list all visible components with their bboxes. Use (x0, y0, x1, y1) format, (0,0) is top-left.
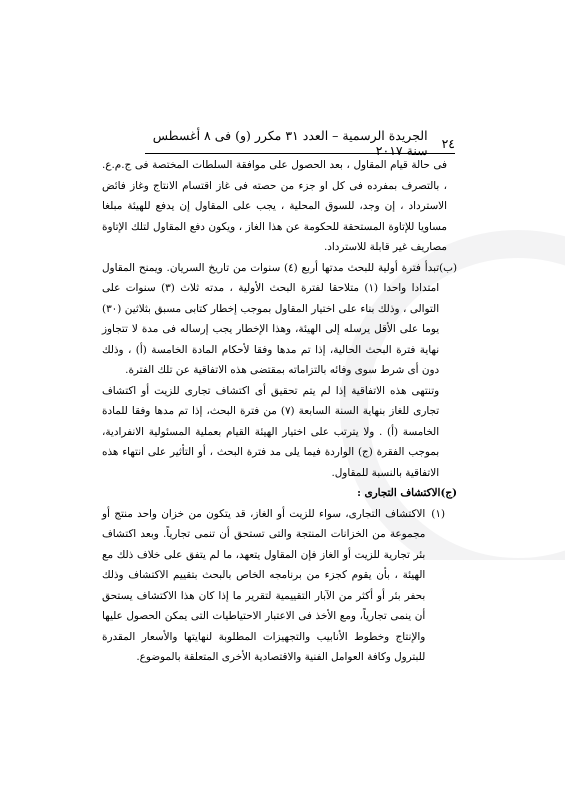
item-c-marker: (ج) (440, 487, 457, 499)
item-c (102, 483, 457, 504)
intro-paragraph: فى حالة قيام المقاول ، بعد الحصول على موافقة السلطات المختصة فى ج.م.ع. ، بالتصرف بمفرده فى كل او جزء من حصته فى غاز اقتسام الانتاج وغاز فائض الاسترداد ، إن وجد، للسوق المحلية ، يجب على المقاول إن يدفع للهيئة مبلغا مساويا للإتاوة المستحقة للحكومة عن هذا الغاز ، ويكون دفع المقاول لتلك الإتاوة مصاريف غير قابلة للاسترداد. (102, 159, 447, 253)
gazette-title: الجريدة الرسمية – العدد ٣١ مكرر (و) فى ٨ أغسطس سنة ٢٠١٧ (152, 128, 428, 158)
item-c-1-paragraph: الاكتشاف التجارى، سواء للزيت أو الغاز، قد يتكون من خزان واحد منتج أو مجموعة من الخزانات المنتجة والتى تستحق أن تنمى تجارياً. وبعد اكتشاف بئر تجارية للزيت أو الغاز فإن المقاول يتعهد، ما لم يتفق على خلاف ذلك مع الهيئة ، بأن يقوم كجزء من برنامجه الخاص بالبحث بتقييم الاكتشاف وذلك بحفر بئر أو أكثر من الآبار التقييمية لتقرير ما إذا كان هذا الاكتشاف يستحق أن ينمى تجارياً، ومع الأخذ فى الاعتبار الاحتياطيات التى يمكن الحصول عليها والإنتاج وخطوط الأنابيب والتجهيزات المطلوبة لنهايتها والأسعار المقدرة للبترول وكافة العوامل الفنية والاقتصادية الأخرى المتعلقة بالموضوع. (102, 507, 426, 663)
item-b (102, 258, 457, 484)
item-b-marker: (ب) (439, 261, 457, 274)
header-rule (145, 153, 455, 154)
document-body (102, 155, 457, 668)
item-c-1 (102, 504, 457, 668)
item-b-paragraph-2: وتنتهى هذه الاتفاقية إذا لم يتم تحقيق أى اكتشاف تجارى للزيت أو اكتشاف تجارى للغاز بنهاية السنة السابعة (٧) من فترة البحث، إذا تم مدها وفقا للمادة الخامسة (أ) . ولا يترتب على اختيار الهيئة القيام بعملية المسئولية الانفرادية، بموجب الفقرة (ج) الواردة فيما يلى مد فترة البحث ، أو التأثير على انتهاء هذه الاتفاقية بالنسبة للمقاول. (102, 384, 440, 479)
item-c-heading: الاكتشاف التجارى : (357, 487, 441, 499)
page-number: ٢٤ (441, 135, 455, 151)
item-b-body (102, 258, 439, 484)
page-header (145, 128, 455, 158)
item-b-paragraph-1: تبدأ فترة أولية للبحث مدتها أربع (٤) سنوات من تاريخ السريان. ويمنح المقاول امتدادا واحدا (١) متلاحقا لفترة البحث الأولية ، مدته ثلاث (٣) سنوات على التوالى ، وذلك بناء على اختيار المقاول بموجب إخطار كتابى مسبق بثلاثين (٣٠) يوما على الأقل يرسله إلى الهيئة، وهذا الإخطار يجب إرساله فى مدة لا تتجاوز نهاية فترة البحث الحالية، إذا تم مدها وفقا لأحكام المادة الخامسة (أ) ، وذلك دون أى شرط سوى وفائه بالتزاماته بمقتضى هذه الاتفاقية عن تلك الفترة. (102, 261, 440, 376)
item-c-1-marker: (١) (431, 507, 445, 520)
